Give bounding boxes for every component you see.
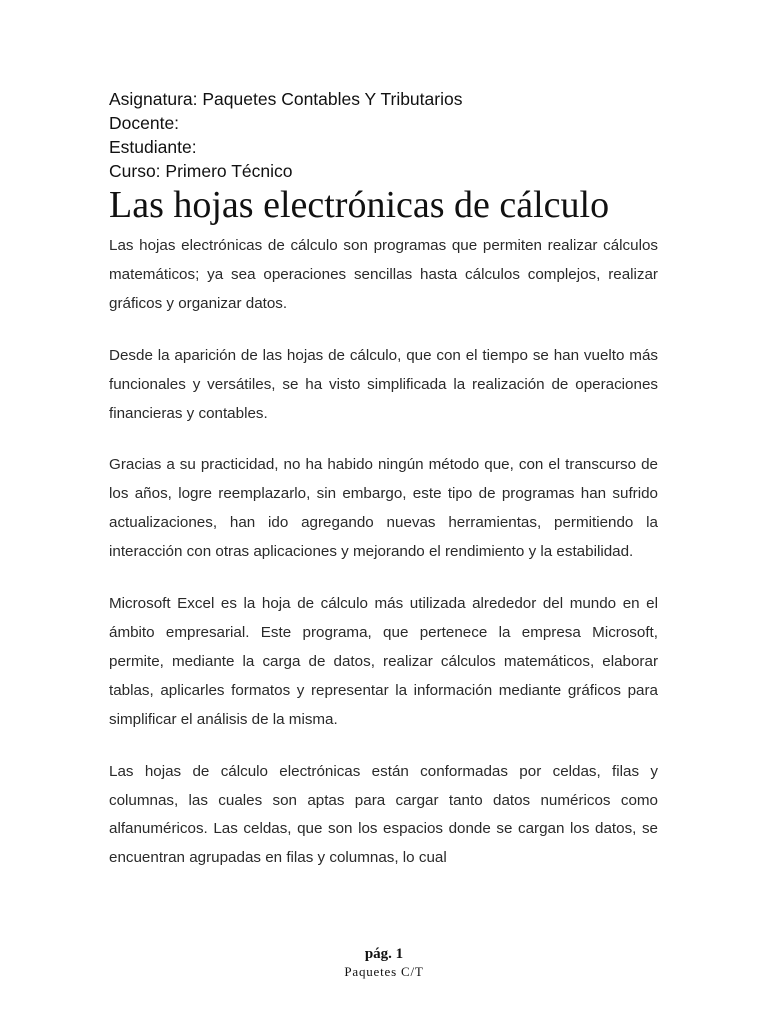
footer-label: Paquetes C/T <box>344 964 424 979</box>
student-line: Estudiante: <box>109 137 197 157</box>
document-body <box>109 232 658 896</box>
document-title: Las hojas electrónicas de cálculo <box>109 184 610 226</box>
paragraph: Las hojas electrónicas de cálculo son programas que permiten realizar cálculos matemáticos; ya sea operaciones sencillas hasta cálculos complejos, realizar gráficos y organizar datos. <box>109 237 658 312</box>
paragraph: Las hojas de cálculo electrónicas están conformadas por celdas, filas y columnas, las cuales son aptas para cargar tanto datos numéricos como alfanuméricos. Las celdas, que son los espacios donde se cargan los datos, se encuentran agrupadas en filas y columnas, lo cual <box>109 762 658 867</box>
course-line: Curso: Primero Técnico <box>109 161 293 181</box>
paragraph: Microsoft Excel es la hoja de cálculo más utilizada alrededor del mundo en el ámbito empresarial. Este programa, que pertenece la empresa Microsoft, permite, mediante la carga de datos, realizar cálculos matemáticos, elaborar tablas, aplicarles formatos y representar la información mediante gráficos para simplificar el análisis de la misma. <box>109 595 658 728</box>
paragraph: Desde la aparición de las hojas de cálculo, que con el tiempo se han vuelto más funcionales y versátiles, se ha visto simplificada la realización de operaciones financieras y contables. <box>109 346 658 422</box>
document-header <box>109 87 462 183</box>
teacher-line: Docente: <box>109 113 180 133</box>
page-footer <box>0 944 768 980</box>
subject-line: Asignatura: Paquetes Contables Y Tributarios <box>109 89 463 109</box>
paragraph: Gracias a su practicidad, no ha habido ningún método que, con el transcurso de los años, logre reemplazarlo, sin embargo, este tipo de programas han sufrido actualizaciones, han ido agregando nuevas herramientas, permitiendo la interacción con otras aplicaciones y mejorando el rendimiento y la estabilidad. <box>109 456 658 561</box>
page-number: pág. 1 <box>364 946 404 962</box>
